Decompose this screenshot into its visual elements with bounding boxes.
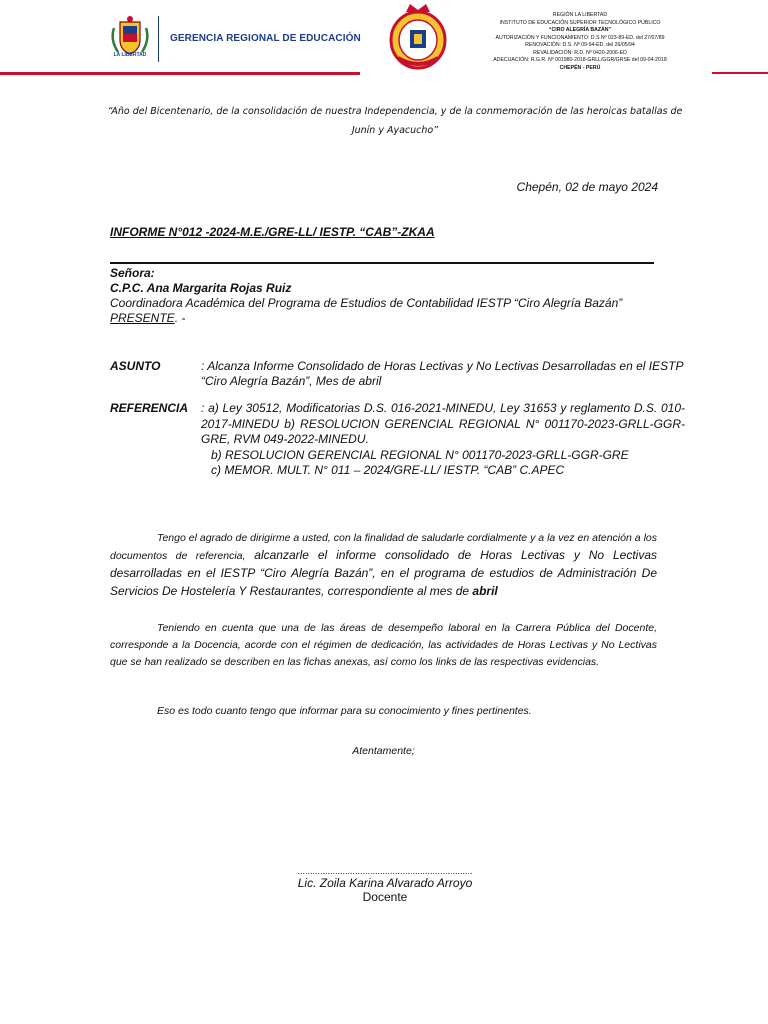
inst-line: REVALIDACIÓN: R.D. Nº 0420-2006-ED: [533, 49, 627, 56]
inst-line: RENOVACIÓN: D.S. Nº 09-94-ED. del 26/05/94: [525, 42, 635, 48]
motto-line: Junín y Ayacucho”: [351, 125, 439, 136]
body-paragraph-2: Teniendo en cuenta que una de las áreas de desempeño laboral en la Carrera Pública del Docente, corresponde a la Docencia, acorde con el régimen de dedicación, las actividades de Horas Lectivas y No Lectivas que se han realizado se describen en las fichas anexas, así como los links de las respectivas evidencias.: [110, 622, 657, 668]
inst-line: “CIRO ALEGRÍA BAZÁN”: [548, 27, 612, 33]
asunto-text: : Alcanza Informe Consolidado de Horas Lectivas y No Lectivas Desarrolladas en el IESTP “Ciro Alegría Bazán”, Mes de abril: [201, 359, 684, 388]
signature-block: [230, 866, 540, 904]
presente: PRESENTE: [110, 311, 175, 325]
inst-line: CHEPÉN - PERÚ: [559, 64, 601, 71]
gre-title: GERENCIA REGIONAL DE EDUCACIÓN: [170, 33, 361, 44]
p1-part-2: alcanzarle el informe consolidado de Horas Lectivas y No Lectivas desarrolladas en el IESTP “Ciro Alegría Bazán”, en el programa de estudios de Administración De Servicios De Hostelería Y Restaurantes, correspondiente al mes de: [110, 548, 657, 598]
body-paragraph-3: Eso es todo cuanto tengo que informar para su conocimiento y fines pertinentes.: [157, 705, 532, 717]
referencia-b: b) RESOLUCION GERENCIAL REGIONAL N° 001170-2023-GRLL-GGR-GRE: [211, 447, 629, 462]
presente-line: [110, 311, 680, 326]
inst-line: REGIÓN LA LIBERTAD: [552, 12, 608, 18]
referencia-a: [110, 401, 685, 448]
motto-line: “Año del Bicentenario, de la consolidación de nuestra Independencia, y de la conmemoración de las heroicas batallas de: [107, 106, 683, 117]
divider-line: [110, 262, 654, 264]
signer-title: Docente: [362, 890, 408, 904]
header-divider: [158, 16, 159, 62]
signer-name: Lic. Zoila Karina Alvarado Arroyo: [297, 876, 473, 890]
logo-caption: LA LIBERTAD: [113, 52, 147, 58]
recipient-name: C.P.C. Ana Margarita Rojas Ruiz: [110, 281, 292, 295]
inst-line: ADECUACIÓN: R.G.R. Nº 001980-2018-GRLL/GGR/GRSE del 09-04-2018: [493, 57, 667, 63]
body-paragraph-1: [110, 530, 657, 601]
p1-bold-month: abril: [472, 584, 498, 598]
salutation: Señora:: [110, 266, 155, 280]
p1-part-1: Tengo el agrado de dirigirme a usted, con la finalidad de saludarle cordialmente y a la vez en atención a los documentos de referencia,: [110, 532, 657, 562]
informe-number: INFORME N°012 -2024-M.E./GRE-LL/ IESTP. “CAB”-ZKAA: [110, 225, 435, 239]
signature-line: ......................................................................: [297, 866, 473, 876]
recipient-role: Coordinadora Académica del Programa de Estudios de Contabilidad IESTP “Ciro Alegría Bazán”: [110, 296, 623, 310]
recipient-block: [110, 266, 680, 326]
referencia-a-text: : a) Ley 30512, Modificatorias D.S. 016-2021-MINEDU, Ley 31653 y reglamento D.S. 010-2017-MINEDU b) RESOLUCION GERENCIAL REGIONAL N° 001170-2023-GRLL-GGR-GRE, RVM 049-2022-MINEDU.: [201, 401, 685, 446]
document-date: Chepén, 02 de mayo 2024: [516, 180, 658, 194]
asunto-block: [110, 359, 685, 389]
institute-info: [468, 12, 692, 72]
referencia-c: c) MEMOR. MULT. N° 011 – 2024/GRE-LL/ IESTP. “CAB” C.APEC: [211, 463, 565, 477]
header-red-bar-left: [0, 72, 360, 75]
presente-suffix: . -: [174, 311, 186, 325]
referencia-block: [110, 401, 685, 479]
closing: Atentamente;: [352, 745, 415, 757]
referencia-label: REFERENCIA: [110, 401, 189, 415]
asunto-label: ASUNTO: [110, 359, 161, 373]
header-red-bar-right: [712, 72, 768, 74]
inst-line: AUTORIZACIÓN Y FUNCIONAMIENTO: D.S Nº 023-89-ED. del 27/07/89: [495, 34, 665, 41]
institute-seal-icon: [388, 2, 448, 70]
year-motto: [100, 102, 690, 140]
inst-line: INSTITUTO DE EDUCACIÓN SUPERIOR TECNOLÓGICO PÚBLICO: [499, 19, 661, 26]
